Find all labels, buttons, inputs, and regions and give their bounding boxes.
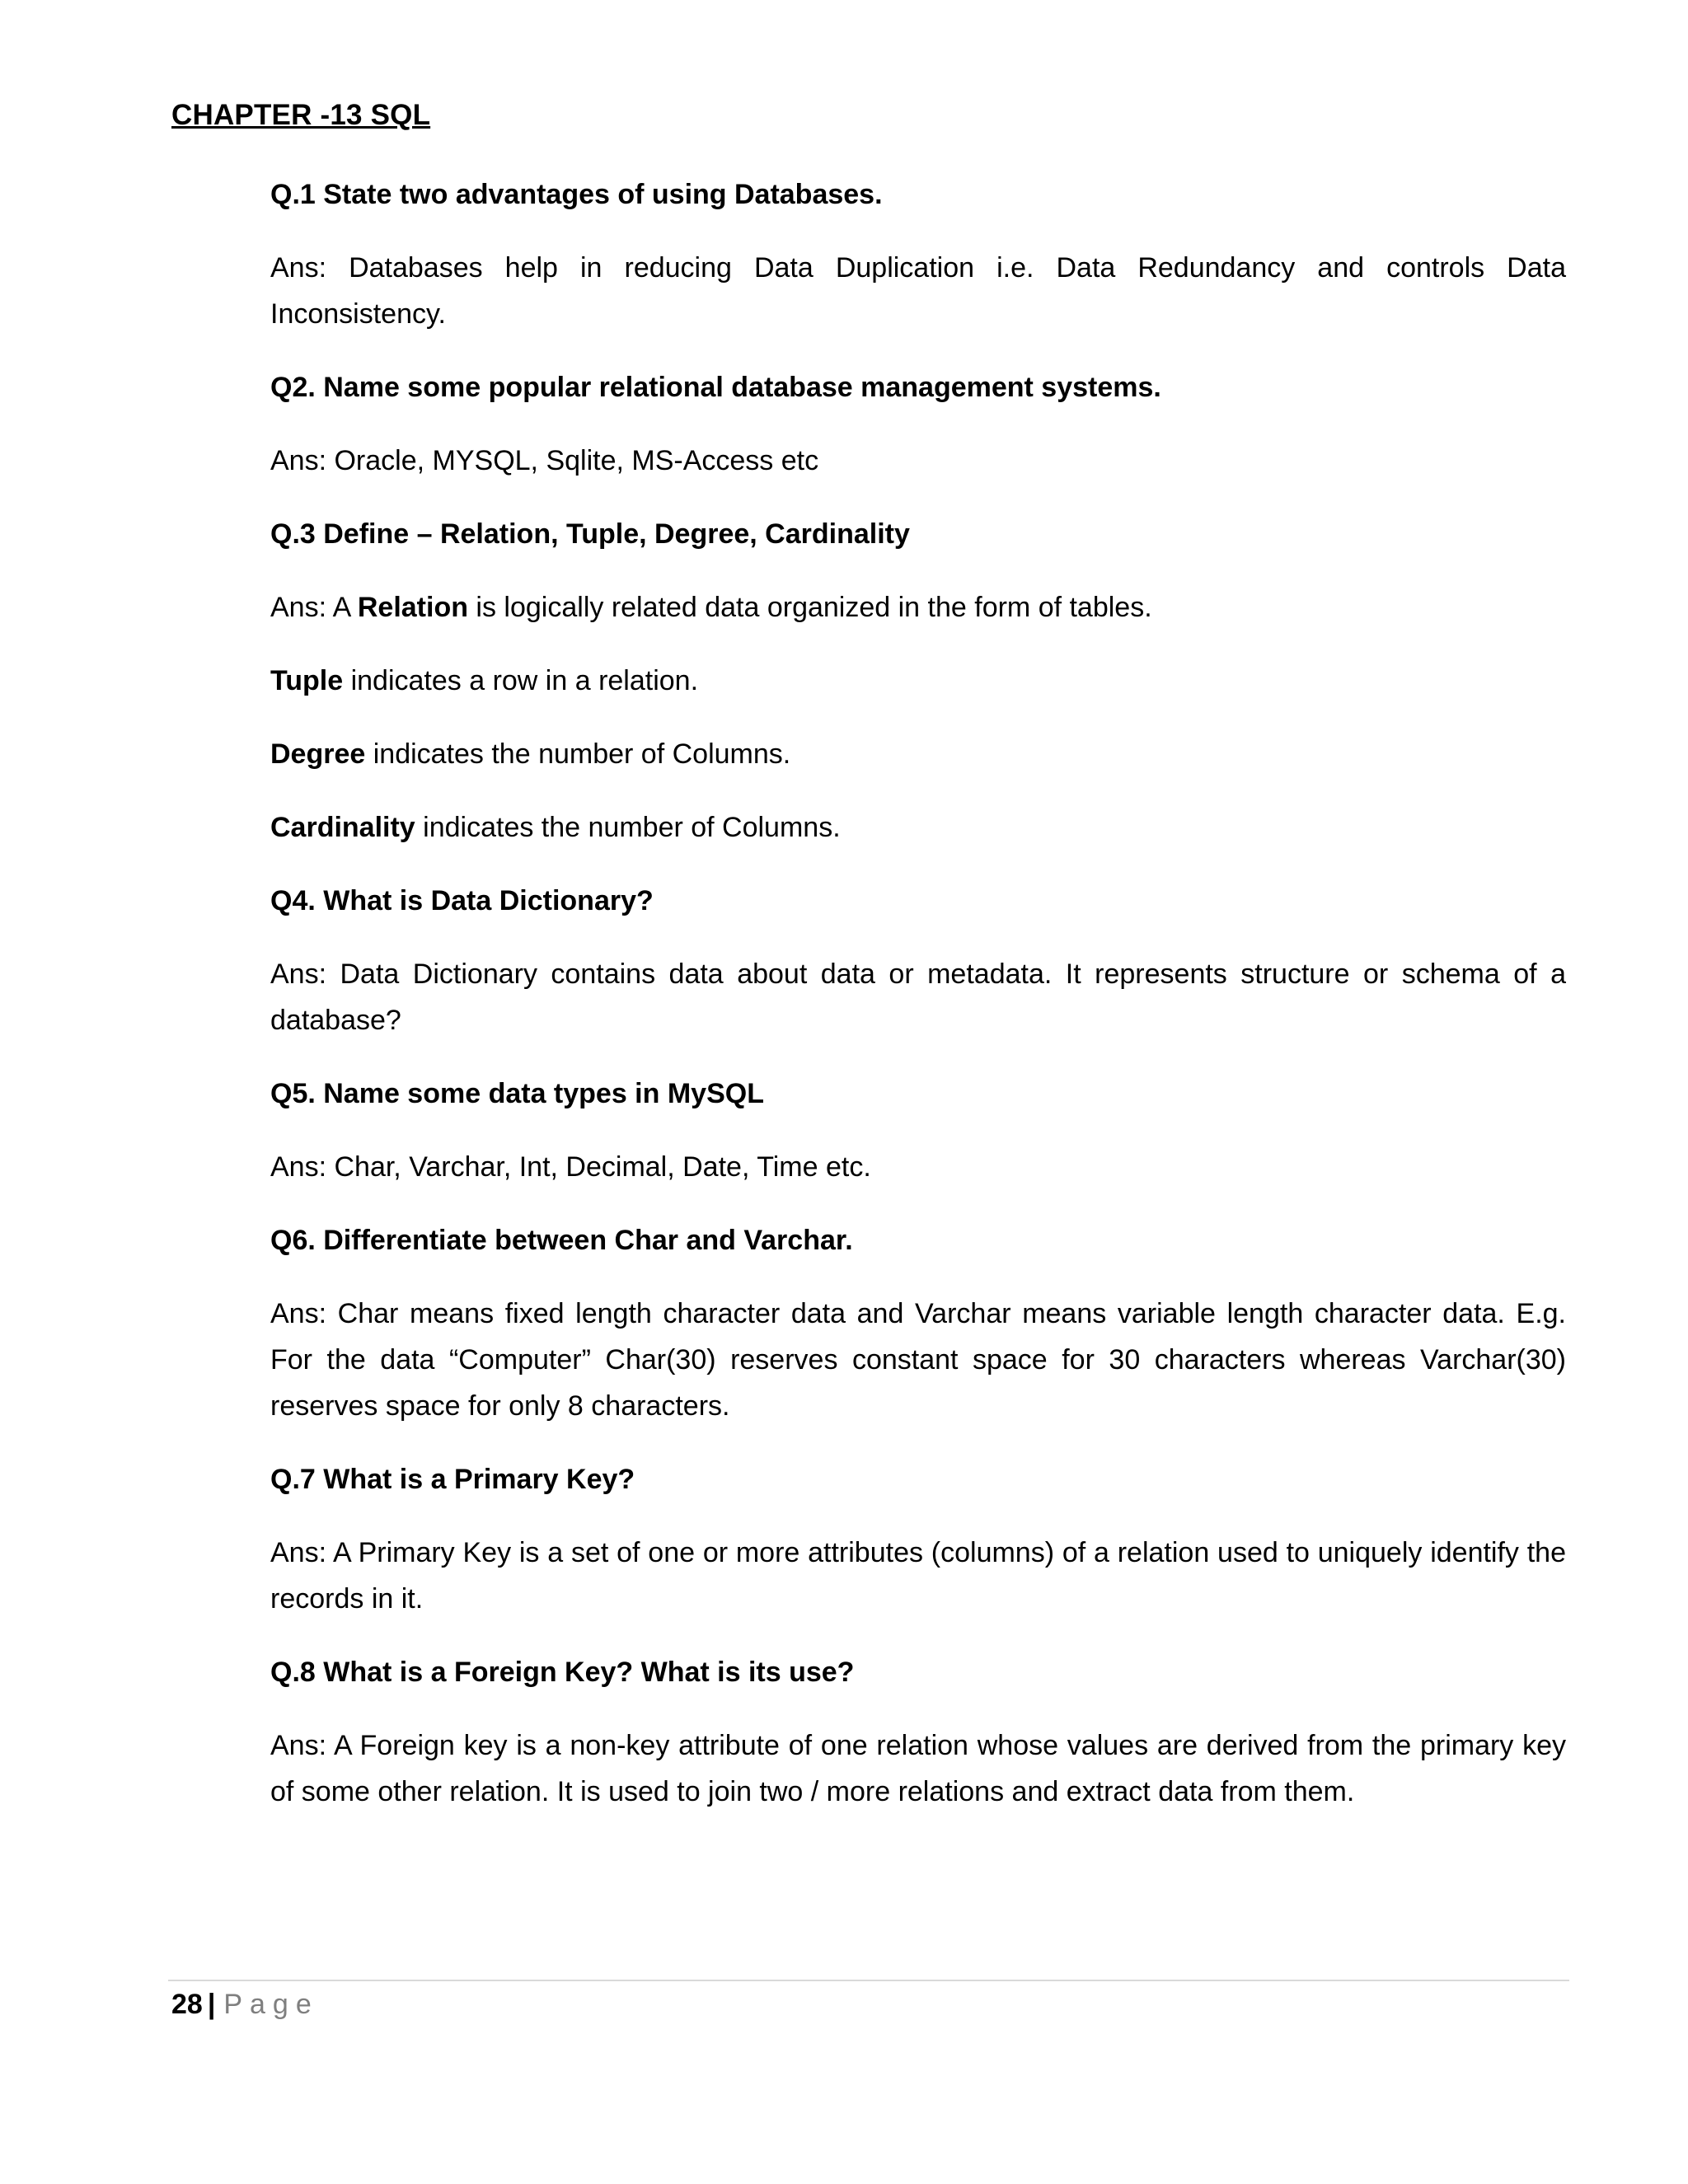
page-footer: [171, 1981, 319, 2027]
term-cardinality: Cardinality: [270, 812, 415, 843]
question-6: Q6. Differentiate between Char and Varchar.: [270, 1225, 853, 1256]
answer-8: Ans: A Foreign key is a non-key attribute of one relation whose values are derived from the primary key of some other relation. It is used to join two / more relations and extract data from them.: [270, 1730, 1566, 1807]
answer-1: Ans: Databases help in reducing Data Duplication i.e. Data Redundancy and controls Data Inconsistency.: [270, 252, 1566, 330]
answer-2: Ans: Oracle, MYSQL, Sqlite, MS-Access etc: [270, 445, 819, 476]
answer-prefix: Ans: A: [270, 592, 358, 623]
term-tuple: Tuple: [270, 665, 344, 696]
answer-3-cardinality: [270, 804, 1566, 851]
answer-6: Ans: Char means fixed length character data and Varchar means variable length character data. E.g. For the data “Computer” Char(30) reserves constant space for 30 characters whereas Varchar(30) reserves space for only 8 characters.: [270, 1298, 1566, 1422]
footer-divider: [168, 1980, 1569, 1981]
question-2: Q2. Name some popular relational database management systems.: [270, 372, 1161, 403]
answer-4: Ans: Data Dictionary contains data about data or metadata. It represents structure or schema of a database?: [270, 958, 1566, 1036]
footer-separator: |: [207, 1989, 216, 2020]
term-relation: Relation: [357, 592, 468, 623]
page-label: Page: [223, 1989, 319, 2020]
question-8: Q.8 What is a Foreign Key? What is its use?: [270, 1657, 855, 1688]
question-7: Q.7 What is a Primary Key?: [270, 1464, 635, 1495]
question-3: Q.3 Define – Relation, Tuple, Degree, Cardinality: [270, 518, 910, 550]
qa-content: [270, 171, 1566, 1842]
page-number: 28: [171, 1989, 203, 2020]
term-degree: Degree: [270, 738, 366, 770]
answer-3-degree: [270, 731, 1566, 777]
answer-3-tuple: [270, 658, 1566, 704]
chapter-title: CHAPTER -13 SQL: [171, 99, 431, 131]
question-1: Q.1 State two advantages of using Databases.: [270, 179, 883, 210]
question-4: Q4. What is Data Dictionary?: [270, 885, 654, 916]
definition-tuple: indicates a row in a relation.: [343, 665, 699, 696]
answer-7: Ans: A Primary Key is a set of one or more attributes (columns) of a relation used to uniquely identify the records in it.: [270, 1537, 1566, 1615]
answer-5: Ans: Char, Varchar, Int, Decimal, Date, Time etc.: [270, 1151, 871, 1183]
definition-cardinality: indicates the number of Columns.: [415, 812, 841, 843]
question-5: Q5. Name some data types in MySQL: [270, 1078, 764, 1109]
definition-degree: indicates the number of Columns.: [365, 738, 791, 770]
definition-relation: is logically related data organized in the form of tables.: [467, 592, 1152, 623]
answer-3-relation: [270, 584, 1566, 630]
